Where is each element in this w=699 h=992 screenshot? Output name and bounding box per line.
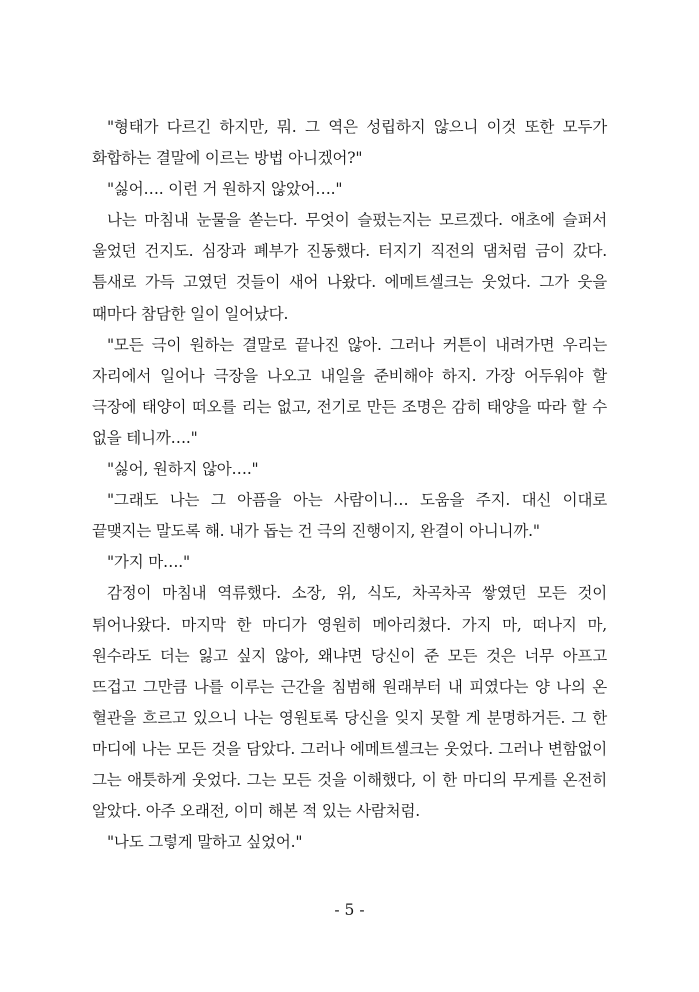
paragraph: "모든 극이 원하는 결말로 끝나진 않아. 그러나 커튼이 내려가면 우리는 자리에서 일어나 극장을 나오고 내일을 준비해야 하지. 가장 어두워야 할 극장에 태양이 떠오를 리는 없고, 전기로 만든 조명은 감히 태양을 따라 할 수 없을 테니까…." — [92, 335, 607, 447]
paragraph: "그래도 나는 그 아픔을 아는 사람이니… 도움을 주지. 대신 이대로 끝맺지는 말도록 해. 내가 돕는 건 극의 진행이지, 완결이 아니니까." — [92, 491, 607, 541]
paragraph: "가지 마…." — [107, 553, 190, 572]
paragraph: "형태가 다르긴 하지만, 뭐. 그 역은 성립하지 않으니 이것 또한 모두가 화합하는 결말에 이르는 방법 아니겠어?" — [92, 118, 607, 168]
paragraph: 나는 마침내 눈물을 쏟는다. 무엇이 슬펐는지는 모르겠다. 애초에 슬퍼서 울었던 건지도. 심장과 폐부가 진동했다. 터지기 직전의 댐처럼 금이 갔다. 틈새로 가득 고였던 것들이 새어 나왔다. 에메트셀크는 웃었다. 그가 웃을 때마다 참담한 일이 일어났다. — [92, 211, 607, 323]
paragraph: "싫어…. 이런 거 원하지 않았어…." — [107, 180, 343, 199]
document-body — [92, 112, 607, 858]
paragraph: "싫어, 원하지 않아…." — [107, 460, 259, 479]
paragraph: 감정이 마침내 역류했다. 소장, 위, 식도, 차곡차곡 쌓였던 모든 것이 튀어나왔다. 마지막 한 마디가 영원히 메아리쳤다. 가지 마, 떠나지 마, 원수라도 더는 잃고 싶지 않아, 왜냐면 당신이 준 모든 것은 너무 아프고 뜨겁고 그만큼 나를 이루는 근간을 침범해 원래부터 내 피였다는 양 나의 온 혈관을 흐르고 있으니 나는 영원토록 당신을 잊지 못할 게 분명하거든. 그 한 마디에 나는 모든 것을 담았다. 그러나 에메트셀크는 웃었다. 그러나 변함없이 그는 애틋하게 웃었다. 그는 모든 것을 이해했다, 이 한 마디의 무게를 온전히 알았다. 아주 오래전, 이미 해본 적 있는 사람처럼. — [92, 584, 607, 821]
paragraph: "나도 그렇게 말하고 싶었어." — [107, 833, 303, 852]
page-number: - 5 - — [334, 901, 365, 919]
